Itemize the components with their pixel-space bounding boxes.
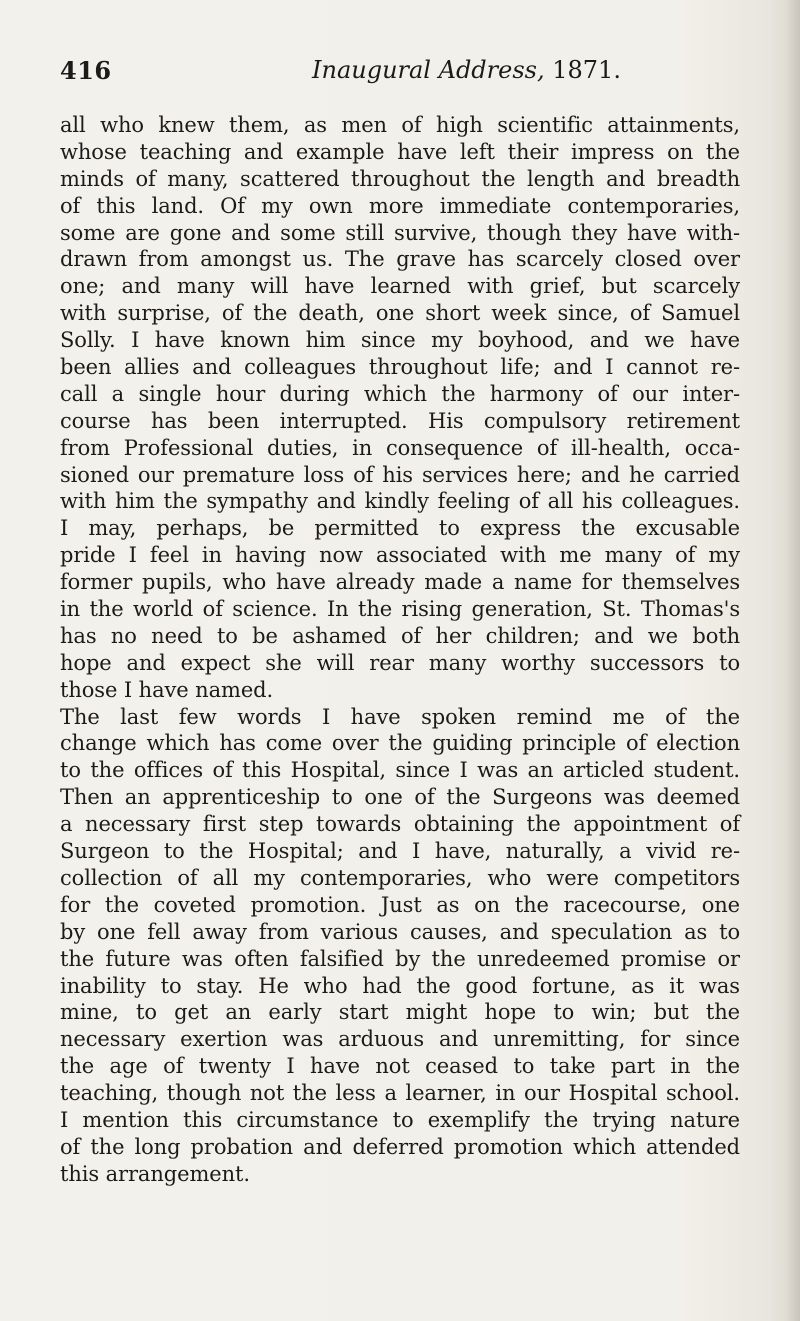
- text-line: those I have named.: [60, 677, 274, 702]
- text-line: the age of twenty I have not ceased to take part in the: [60, 1054, 740, 1079]
- text-line: pride I feel in having now associated with me many of my: [60, 543, 740, 568]
- text-line: Then an apprenticeship to one of the Surgeons was deemed: [60, 785, 740, 810]
- page-number: 416: [60, 56, 112, 85]
- text-line: necessary exertion was arduous and unremitting, for since: [60, 1027, 740, 1052]
- text-line: Solly. I have known him since my boyhood, and we have: [60, 328, 740, 353]
- text-line: of the long probation and deferred promotion which attended: [60, 1134, 740, 1159]
- text-line: The last few words I have spoken remind me of the: [60, 704, 740, 729]
- text-line: been allies and colleagues throughout life; and I cannot re-: [60, 355, 740, 380]
- text-line: the future was often falsified by the unredeemed promise or: [60, 946, 740, 971]
- text-line: sioned our premature loss of his services here; and he carried: [60, 462, 740, 487]
- text-line: hope and expect she will rear many worthy successors to: [60, 650, 740, 675]
- text-line: of this land. Of my own more immediate contemporaries,: [60, 193, 740, 218]
- text-line: mine, to get an early start might hope to win; but the: [60, 1000, 740, 1025]
- running-title-year: 1871.: [552, 56, 621, 84]
- text-line: by one fell away from various causes, and speculation as to: [60, 919, 740, 944]
- text-line: for the coveted promotion. Just as on the racecourse, one: [60, 892, 740, 917]
- text-line: a necessary first step towards obtaining the appointment of: [60, 812, 740, 837]
- text-line: inability to stay. He who had the good fortune, as it was: [60, 973, 740, 998]
- text-line: with him the sympathy and kindly feeling of all his colleagues.: [60, 489, 740, 514]
- text-line: collection of all my contemporaries, who were competitors: [60, 865, 740, 890]
- text-line: from Professional duties, in consequence of ill-health, occa-: [60, 435, 740, 460]
- text-line: has no need to be ashamed of her children; and we both: [60, 623, 740, 648]
- text-line: teaching, though not the less a learner, in our Hospital school.: [60, 1081, 740, 1106]
- text-line: call a single hour during which the harmony of our inter-: [60, 381, 740, 406]
- text-line: this arrangement.: [60, 1161, 250, 1186]
- text-line: some are gone and some still survive, though they have with-: [60, 220, 740, 245]
- text-line: one; and many will have learned with grief, but scarcely: [60, 274, 740, 299]
- text-line: I may, perhaps, be permitted to express the excusable: [60, 516, 740, 541]
- text-line: to the offices of this Hospital, since I was an articled student.: [60, 758, 740, 783]
- text-line: course has been interrupted. His compulsory retirement: [60, 408, 740, 433]
- text-line: drawn from amongst us. The grave has scarcely closed over: [60, 247, 740, 272]
- text-line: Surgeon to the Hospital; and I have, naturally, a vivid re-: [60, 839, 740, 864]
- text-line: all who knew them, as men of high scientific attainments,: [60, 113, 740, 137]
- text-line: with surprise, of the death, one short week since, of Samuel: [60, 301, 740, 326]
- text-line: change which has come over the guiding principle of election: [60, 731, 740, 756]
- body-text: [60, 112, 740, 1188]
- text-line: minds of many, scattered throughout the length and breadth: [60, 166, 740, 191]
- text-line: whose teaching and example have left their impress on the: [60, 139, 740, 164]
- text-line: I mention this circumstance to exemplify the trying nature: [60, 1107, 740, 1132]
- text-line: former pupils, who have already made a name for themselves: [60, 570, 740, 595]
- page-edge-shadow: [786, 0, 800, 1321]
- running-title: [312, 56, 621, 84]
- running-header: [60, 56, 740, 96]
- text-line: in the world of science. In the rising generation, St. Thomas's: [60, 597, 740, 622]
- running-title-text: Inaugural Address,: [312, 56, 545, 84]
